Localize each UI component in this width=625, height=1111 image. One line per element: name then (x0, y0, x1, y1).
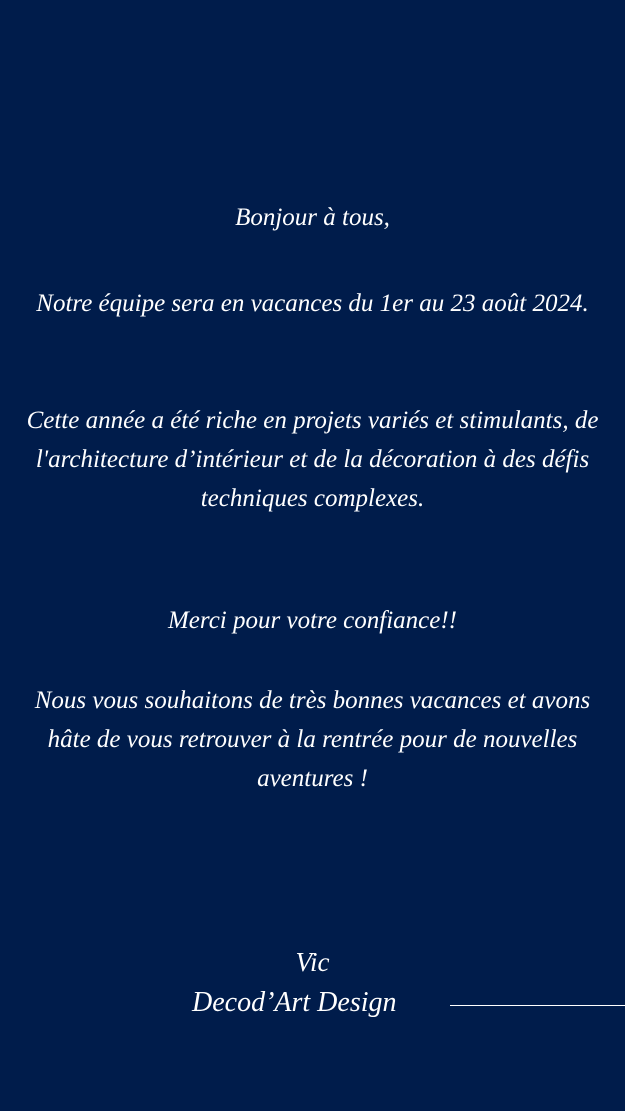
wishes-text: Nous vous souhaitons de très bonnes vacances et avons hâte de vous retrouver à la rentrée pour de nouvelles aventures ! (34, 687, 591, 792)
thanks-text: Merci pour votre confiance!! (167, 607, 457, 634)
signature-divider-line (450, 1005, 625, 1006)
year-summary-text: Cette année a été riche en projets variés et stimulants, de l'architecture d’intérieur et de la décoration à des défis techniques complexes. (26, 407, 599, 512)
signature-company: Decod’Art Design (192, 987, 397, 1018)
signature-name: Vic (295, 947, 330, 977)
vacation-dates-text: Notre équipe sera en vacances du 1er au 23 août 2024. (36, 290, 589, 317)
greeting-text: Bonjour à tous, (235, 204, 390, 231)
